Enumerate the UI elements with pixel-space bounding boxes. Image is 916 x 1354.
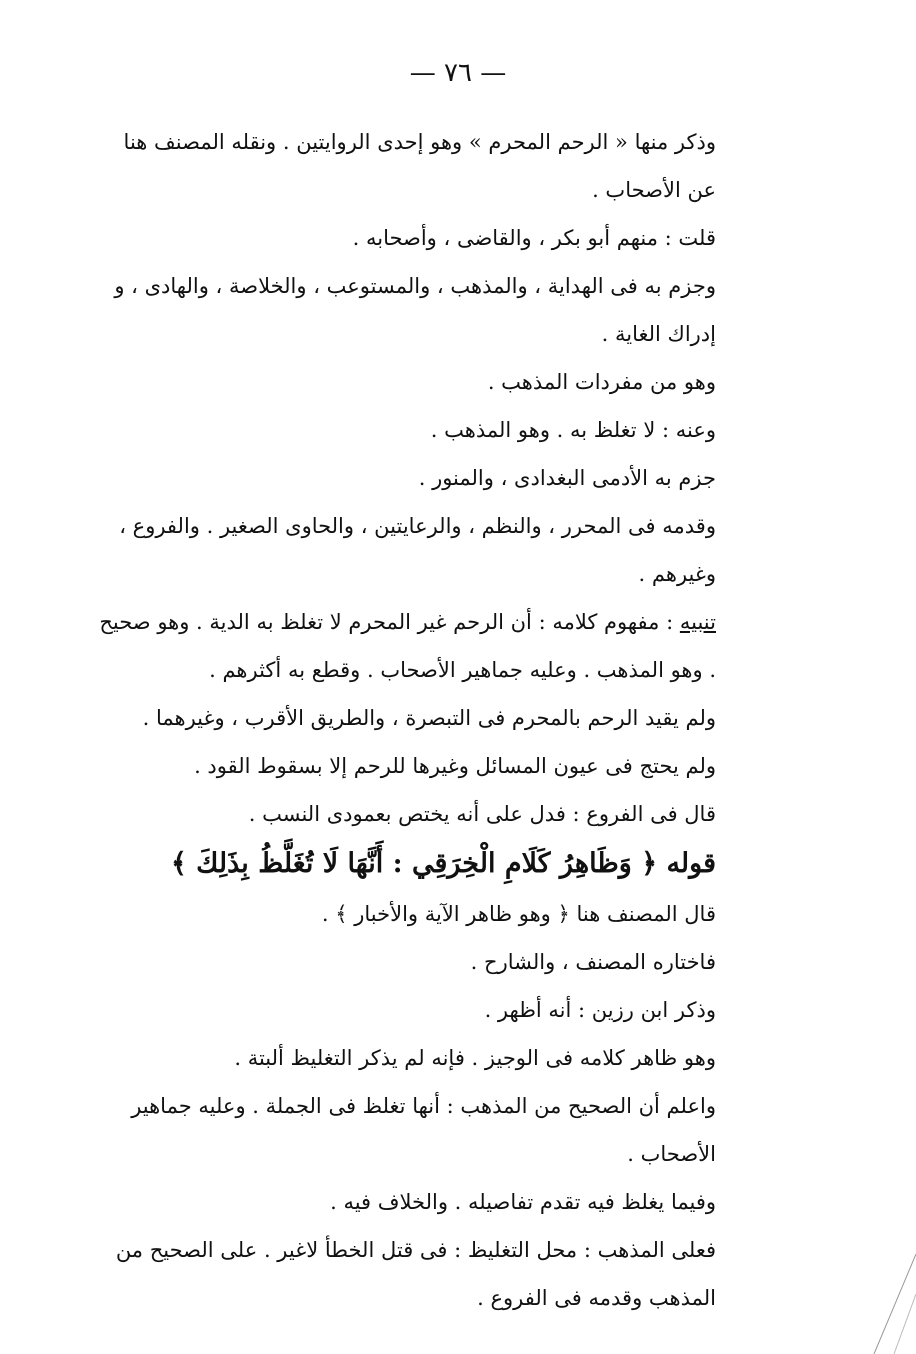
paragraph: وهو من مفردات المذهب .	[487, 370, 716, 394]
paragraph: وهو ظاهر كلامه فى الوجيز . فإنه لم يذكر التغليظ ألبتة .	[234, 1046, 716, 1070]
paragraph: قلت : منهم أبو بكر ، والقاضى ، وأصحابه .	[352, 226, 716, 250]
paragraph: وذكر منها « الرحم المحرم » وهو إحدى الروايتين . ونقله المصنف هنا عن الأصحاب .	[123, 130, 716, 202]
paragraph: فعلى المذهب : محل التغليظ : فى قتل الخطأ لاغير . على الصحيح من المذهب وقدمه فى الفروع .	[115, 1238, 716, 1310]
body-text	[96, 118, 756, 1322]
paragraph: وعنه : لا تغلظ به . وهو المذهب .	[430, 418, 716, 442]
page-edge-decoration	[866, 1254, 916, 1354]
paragraph: فاختاره المصنف ، والشارح .	[470, 950, 716, 974]
paragraph: وفيما يغلظ فيه تقدم تفاصيله . والخلاف فيه .	[330, 1190, 716, 1214]
paragraph: ولم يحتج فى عيون المسائل وغيرها للرحم إلا بسقوط القود .	[194, 754, 716, 778]
paragraph: قال فى الفروع : فدل على أنه يختص بعمودى النسب .	[248, 802, 716, 826]
paragraph: وقدمه فى المحرر ، والنظم ، والرعايتين ، والحاوى الصغير . والفروع ، وغيرهم .	[119, 514, 716, 586]
paragraph: واعلم أن الصحيح من المذهب : أنها تغلظ فى الجملة . وعليه جماهير الأصحاب .	[131, 1094, 716, 1166]
note-text: : مفهوم كلامه : أن الرحم غير المحرم لا تغلظ به الدية . وهو صحيح . وهو المذهب . وعليه جماهير الأصحاب . وقطع به أكثرهم .	[99, 610, 716, 682]
paragraph: وجزم به فى الهداية ، والمذهب ، والمستوعب ، والخلاصة ، والهادى ، و إدراك الغاية .	[114, 274, 716, 346]
page-number: — ٧٦ —	[409, 58, 507, 88]
paragraph: وذكر ابن رزين : أنه أظهر .	[484, 998, 716, 1022]
paragraph: ولم يقيد الرحم بالمحرم فى التبصرة ، والطريق الأقرب ، وغيرهما .	[142, 706, 716, 730]
paragraph: قال المصنف هنا ﴿ وهو ظاهر الآية والأخبار ﴾ .	[321, 902, 716, 926]
note-label: تنبيه	[679, 610, 716, 634]
quoted-heading: قوله ﴿ وَظَاهِرُ كَلَامِ الْخِرَقِي : أَنَّهَا لَا تُغَلَّظُ بِذَلِكَ ﴾	[170, 848, 716, 879]
paragraph: جزم به الأدمى البغدادى ، والمنور .	[418, 466, 716, 490]
note-paragraph	[96, 598, 756, 694]
